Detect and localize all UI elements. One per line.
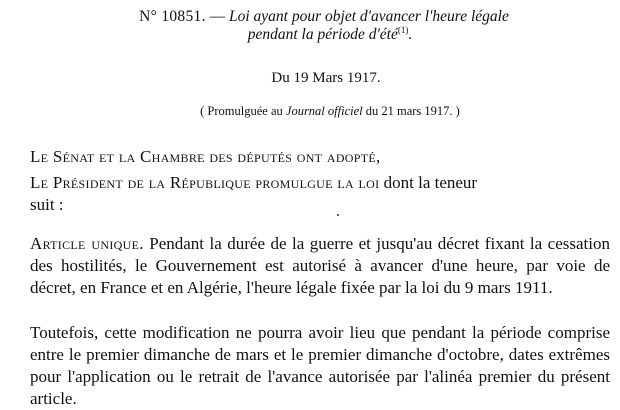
promulgation-close: du 21 mars 1917. )	[362, 104, 460, 118]
law-date: Du 19 Mars 1917.	[271, 70, 381, 86]
print-speck	[337, 214, 339, 216]
title-dash: —	[205, 8, 229, 25]
article-paragraph-1	[30, 233, 610, 299]
article-heading: Article unique.	[30, 234, 144, 253]
footnote-marker: (1)	[397, 24, 409, 35]
promulgation-open: ( Promulguée au	[200, 104, 286, 118]
president-line-2: suit :	[30, 195, 64, 214]
law-title-line-1	[0, 8, 620, 26]
president-rest: dont la teneur	[379, 173, 478, 192]
senate-text: Le Sénat et la Chambre des députés ont adopté,	[30, 147, 381, 166]
law-title-end: .	[408, 26, 413, 43]
article-paragraph-2	[30, 322, 610, 410]
senate-adoption-line	[30, 146, 610, 168]
journal-name: Journal officiel	[285, 104, 363, 118]
law-title-part-2: pendant la période d'été	[247, 26, 398, 43]
promulgation-note	[0, 104, 620, 119]
president-promulgation	[30, 172, 610, 216]
law-number: N° 10851.	[139, 8, 206, 25]
law-title-part-1: Loi ayant pour objet d'avancer l'heure légale	[229, 8, 509, 25]
law-title-line-2	[0, 26, 620, 44]
article-text: Pendant la durée de la guerre et jusqu'au décret fixant la cessation des hostilités, le Gouvernement est autorisé à avancer d'une heure, par voie de décret, en France et en Algérie, l'heure légale fixée par la loi du 9 mars 1911.	[30, 234, 610, 297]
president-line-1	[30, 172, 610, 194]
article-paragraph-2-text: Toutefois, cette modification ne pourra avoir lieu que pendant la période comprise entre le premier dimanche de mars et le premier dimanche d'octobre, dates extrêmes pour l'application ou le retrait de l'avance autorisée par l'alinéa premier du présent article.	[30, 323, 610, 408]
president-smallcaps: Le Président de la République promulgue la loi	[30, 173, 380, 192]
